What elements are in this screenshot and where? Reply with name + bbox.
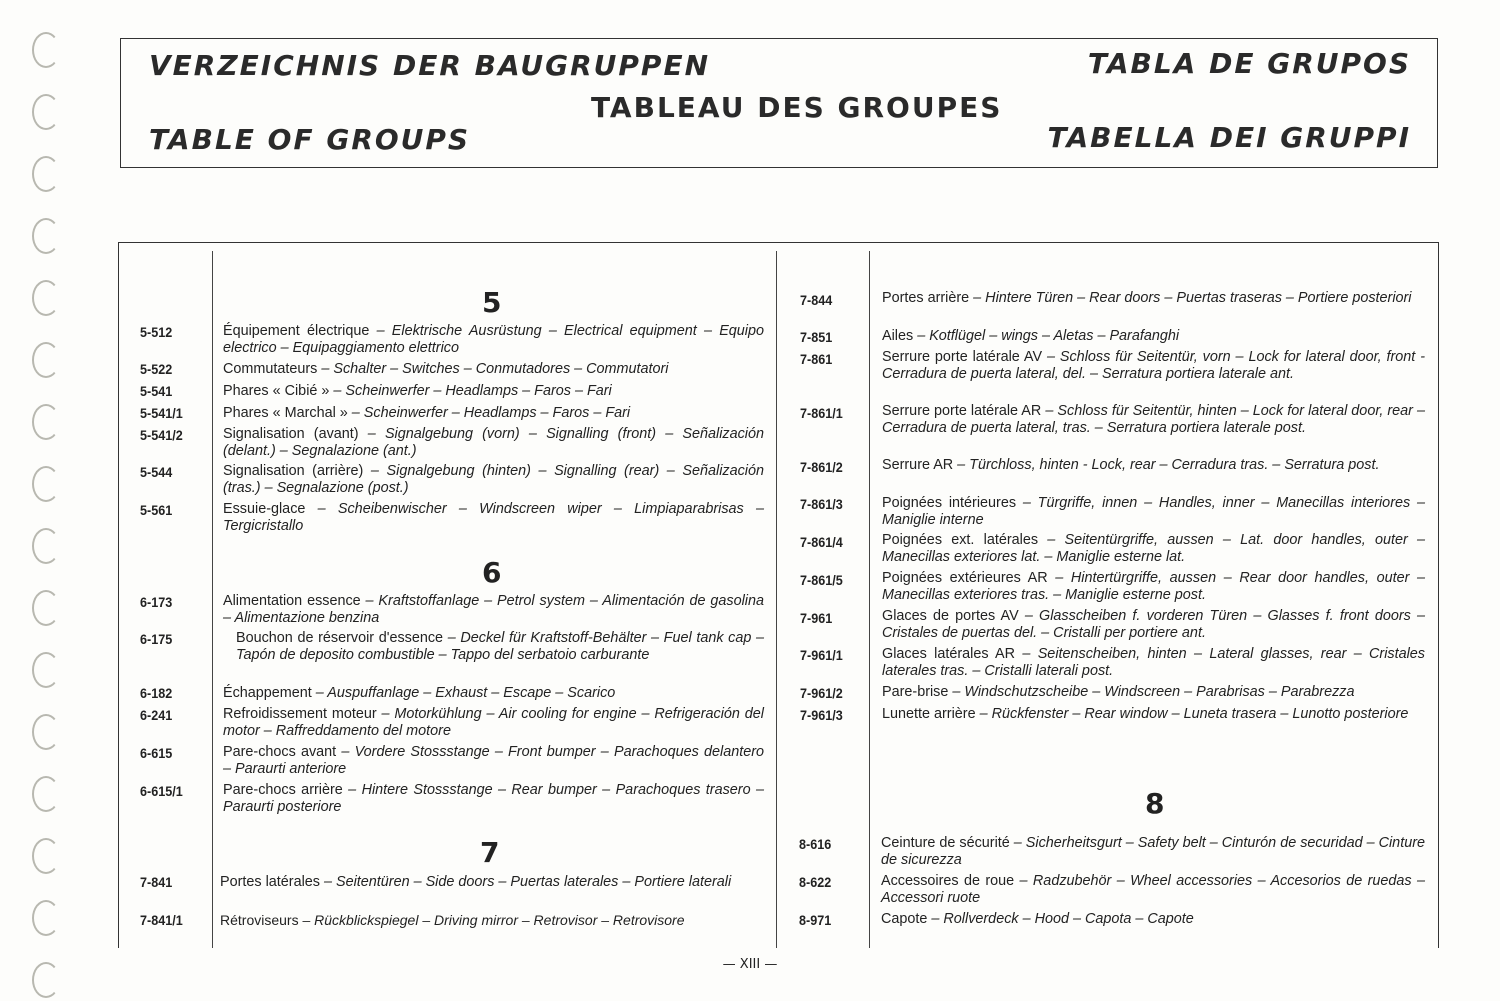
group-description: Alimentation essence – Kraftstoffanlage – Petrol system – Alimentación de gasolina – Alimentazione benzina <box>223 593 764 626</box>
group-code: 6-175 <box>140 631 173 647</box>
group-code: 7-861/1 <box>800 405 843 421</box>
group-code: 5-522 <box>140 361 173 377</box>
group-description: Phares « Marchal » – Scheinwerfer – Headlamps – Faros – Fari <box>223 405 631 421</box>
column-divider <box>212 251 213 948</box>
group-code: 7-861/4 <box>800 534 843 550</box>
group-description: Équipement électrique – Elektrische Ausrüstung – Electrical equipment – Equipo electrico – Equipaggiamento elettrico <box>223 323 765 356</box>
section-number-6: 6 <box>482 556 502 589</box>
group-description: Poignées ext. latérales – Seitentürgriffe, aussen – Lat. door handles, outer – Manecillas exteriores lat. – Maniglie esterne lat. <box>882 532 1425 565</box>
group-description: Phares « Cibié » – Scheinwerfer – Headlamps – Faros – Fari <box>223 383 612 399</box>
punch-hole <box>32 218 60 254</box>
group-description: Pare-chocs avant – Vordere Stossstange – Front bumper – Parachoques delantero – Paraurti anteriore <box>223 744 764 777</box>
group-code: 6-173 <box>140 594 173 610</box>
group-code: 7-861/3 <box>800 496 843 512</box>
punch-hole <box>32 94 60 130</box>
group-code: 5-544 <box>140 464 173 480</box>
punch-hole <box>32 32 60 68</box>
group-code: 5-512 <box>140 324 173 340</box>
group-code: 7-851 <box>800 329 833 345</box>
group-code: 7-961/3 <box>800 707 843 723</box>
group-description: Ailes – Kotflügel – wings – Aletas – Parafanghi <box>882 328 1180 344</box>
title-english: TABLE OF GROUPS <box>149 123 471 156</box>
group-description: Accessoires de roue – Radzubehör – Wheel accessories – Accesorios de ruedas – Accessori ruote <box>881 873 1425 906</box>
group-description: Lunette arrière – Rückfenster – Rear window – Luneta trasera – Lunotto posteriore <box>882 706 1409 722</box>
group-code: 7-861 <box>800 351 833 367</box>
title-spanish: TABLA DE GRUPOS <box>1087 47 1411 80</box>
group-description: Serrure porte latérale AR – Schloss für Seitentür, hinten – Lock for lateral door, rear – Cerradura de puerta lateral, tras. – Serratura portiera laterale post. <box>882 403 1425 436</box>
group-description: Échappement – Auspuffanlage – Exhaust – Escape – Scarico <box>223 685 616 701</box>
group-code: 7-861/5 <box>800 572 843 588</box>
column-divider <box>869 251 870 948</box>
group-description: Essuie-glace – Scheibenwischer – Windscreen wiper – Limpiaparabrisas – Tergicristallo <box>223 501 764 534</box>
punch-hole <box>32 156 60 192</box>
title-german: VERZEICHNIS DER BAUGRUPPEN <box>149 49 711 82</box>
section-number-8: 8 <box>1145 787 1165 820</box>
punch-hole <box>32 652 60 688</box>
group-code: 8-622 <box>799 874 832 890</box>
group-description: Refroidissement moteur – Motorkühlung – Air cooling for engine – Refrigeración del motor – Raffreddamento del motore <box>223 706 765 739</box>
title-italian: TABELLA DEI GRUPPI <box>1047 121 1411 154</box>
title-box <box>120 38 1438 168</box>
group-code: 6-615 <box>140 745 173 761</box>
group-code: 8-616 <box>799 836 832 852</box>
group-code: 5-541/2 <box>140 427 183 443</box>
punch-hole <box>32 776 60 812</box>
group-code: 7-961 <box>800 610 833 626</box>
group-code: 7-841 <box>140 874 173 890</box>
group-code: 7-961/2 <box>800 685 843 701</box>
section-number-7: 7 <box>480 836 500 869</box>
section-number-5: 5 <box>482 286 502 319</box>
group-code: 8-971 <box>799 912 832 928</box>
group-description: Poignées extérieures AR – Hintertürgriffe, aussen – Rear door handles, outer – Manecillas exteriores tras. – Maniglie esterne post. <box>882 570 1425 603</box>
punch-hole <box>32 280 60 316</box>
group-description: Signalisation (avant) – Signalgebung (vorn) – Signalling (front) – Señalización (delant.) – Segnalazione (ant.) <box>223 426 765 459</box>
punch-hole <box>32 404 60 440</box>
group-code: 5-541 <box>140 383 173 399</box>
group-description: Pare-brise – Windschutzscheibe – Windscreen – Parabrisas – Parabrezza <box>882 684 1355 700</box>
page-number: — XIII — <box>722 957 778 972</box>
punch-hole <box>32 900 60 936</box>
punch-hole <box>32 528 60 564</box>
group-code: 7-961/1 <box>800 647 843 663</box>
group-description: Serrure porte latérale AV – Schloss für Seitentür, vorn – Lock for lateral door, front -Cerradura de puerta lateral, del. – Serratura portiera laterale ant. <box>882 349 1425 382</box>
punch-hole <box>32 838 60 874</box>
group-description: Signalisation (arrière) – Signalgebung (hinten) – Signalling (rear) – Señalización (tras.) – Segnalazione (post.) <box>223 463 764 496</box>
group-description: Portes arrière – Hintere Türen – Rear doors – Puertas traseras – Portiere posteriori <box>882 290 1412 306</box>
group-description: Capote – Rollverdeck – Hood – Capota – Capote <box>881 911 1194 927</box>
group-description: Portes latérales – Seitentüren – Side doors – Puertas laterales – Portiere laterali <box>220 874 732 890</box>
punch-hole <box>32 714 60 750</box>
title-french: TABLEAU DES GROUPES <box>591 91 1003 124</box>
group-description: Glaces latérales AR – Seitenscheiben, hinten – Lateral glasses, rear – Cristales laterales tras. – Cristalli laterali post. <box>882 646 1426 679</box>
group-description: Bouchon de réservoir d'essence – Deckel für Kraftstoff-Behälter – Fuel tank cap – Tapón de deposito combustible – Tappo del serbatoio carburante <box>236 630 765 663</box>
group-code: 7-861/2 <box>800 459 843 475</box>
group-description: Pare-chocs arrière – Hintere Stossstange – Rear bumper – Parachoques trasero – Paraurti posteriore <box>223 782 764 815</box>
punch-hole <box>32 590 60 626</box>
group-description: Rétroviseurs – Rückblickspiegel – Driving mirror – Retrovisor – Retrovisore <box>220 912 685 928</box>
group-code: 7-841/1 <box>140 912 183 928</box>
group-code: 5-561 <box>140 502 173 518</box>
group-description: Glaces de portes AV – Glasscheiben f. vorderen Türen – Glasses f. front doors – Cristales de puertas del. – Cristalli per portiere ant. <box>882 608 1426 641</box>
group-description: Serrure AR – Türchloss, hinten - Lock, rear – Cerradura tras. – Serratura post. <box>882 457 1380 473</box>
group-description: Ceinture de sécurité – Sicherheitsgurt – Safety belt – Cinturón de securidad – Cinture de sicurezza <box>881 835 1425 868</box>
punch-hole <box>32 466 60 502</box>
group-description: Poignées intérieures – Türgriffe, innen – Handles, inner – Manecillas interiores – Maniglie interne <box>882 495 1426 528</box>
column-divider <box>776 251 777 948</box>
group-code: 6-241 <box>140 707 173 723</box>
punch-hole <box>32 342 60 378</box>
group-code: 5-541/1 <box>140 405 183 421</box>
group-description: Commutateurs – Schalter – Switches – Conmutadores – Commutatori <box>223 361 669 377</box>
group-code: 7-844 <box>800 292 833 308</box>
group-code: 6-615/1 <box>140 783 183 799</box>
group-code: 6-182 <box>140 685 173 701</box>
